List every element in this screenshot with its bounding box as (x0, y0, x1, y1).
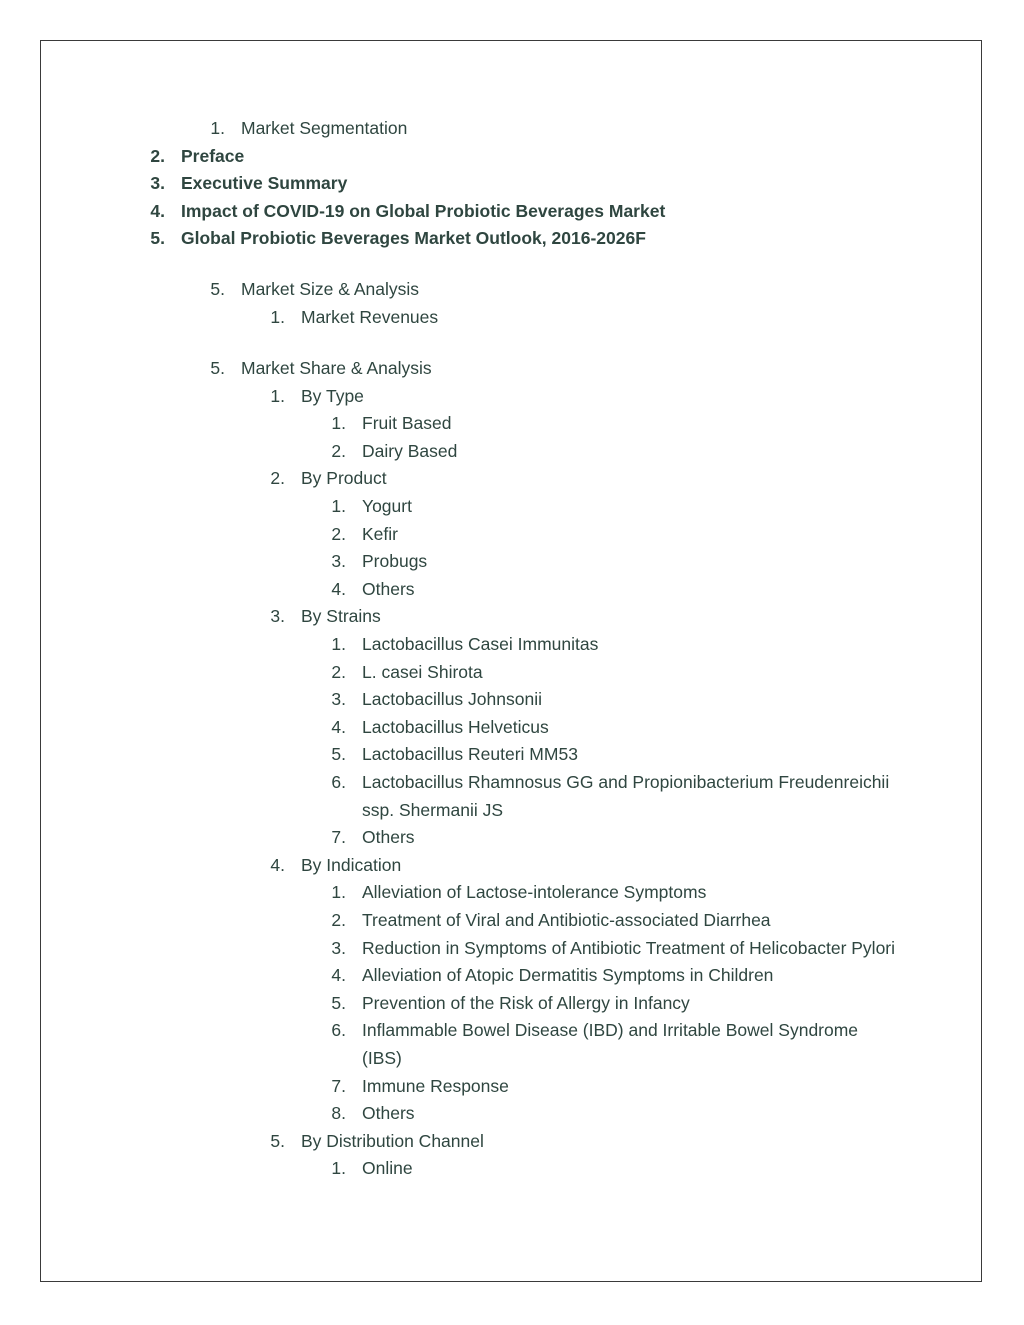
toc-entry-text: Lactobacillus Casei Immunitas (362, 634, 599, 654)
toc-entry-number: 5. (150, 228, 165, 248)
toc-entry-text: Yogurt (362, 496, 412, 516)
toc-entry-number: 7. (331, 1076, 346, 1096)
toc-entry-text: Dairy Based (362, 441, 458, 461)
toc-entry-number: 3. (331, 689, 346, 709)
toc-entry-text: By Product (301, 468, 387, 488)
toc-entry-text: Market Revenues (301, 307, 439, 327)
toc-entry-number: 2. (150, 146, 165, 166)
toc-entry-text: By Indication (301, 855, 402, 875)
toc-entry-text: Probugs (362, 551, 428, 571)
toc-entry-text: Others (362, 827, 415, 847)
toc-entry-number: 5. (331, 744, 346, 764)
toc-entry-number: 2. (331, 910, 346, 930)
toc-entry-text: Reduction in Symptoms of Antibiotic Treatment of Helicobacter Pylori (362, 938, 896, 958)
toc-entry-text: By Distribution Channel (301, 1131, 484, 1151)
toc-entry-number: 1. (270, 386, 285, 406)
toc-entry-number: 2. (331, 441, 346, 461)
toc-entry-text: Immune Response (362, 1076, 509, 1096)
toc-entry-text: Lactobacillus Reuteri MM53 (362, 744, 578, 764)
toc-entry-number: 4. (331, 579, 346, 599)
toc-entry-text: Others (362, 579, 415, 599)
toc-entry-text: Lactobacillus Johnsonii (362, 689, 542, 709)
toc-entry-text: Impact of COVID-19 on Global Probiotic Beverages Market (181, 201, 666, 221)
toc-entry-text: Fruit Based (362, 413, 452, 433)
page-border (40, 40, 982, 1282)
toc-entry-text: Kefir (362, 524, 398, 544)
toc-entry-number: 3. (150, 173, 165, 193)
toc-entry-number: 6. (331, 772, 346, 792)
toc-entry-number: 5. (331, 993, 346, 1013)
toc-entry-text: Alleviation of Atopic Dermatitis Symptoms in Children (362, 965, 774, 985)
toc-entry-text: Online (362, 1158, 413, 1178)
toc-entry-number: 5. (270, 1131, 285, 1151)
toc-entry-number: 4. (331, 965, 346, 985)
toc-entry-number: 5. (210, 279, 225, 299)
toc-entry-text: Preface (181, 146, 245, 166)
toc-entry-text: Global Probiotic Beverages Market Outlook, 2016-2026F (181, 228, 646, 248)
toc-entry-text: Treatment of Viral and Antibiotic-associated Diarrhea (362, 910, 771, 930)
toc-entry-number: 4. (150, 201, 165, 221)
toc-entry-text: Executive Summary (181, 173, 348, 193)
toc-entry-number: 1. (331, 1158, 346, 1178)
toc-entry-number: 4. (331, 717, 346, 737)
toc-entry-number: 7. (331, 827, 346, 847)
toc-entry-number: 3. (331, 938, 346, 958)
toc-entry-number: 3. (270, 606, 285, 626)
toc-entry-number: 2. (331, 662, 346, 682)
toc-entry-number: 3. (331, 551, 346, 571)
toc-entry-text: Alleviation of Lactose-intolerance Symptoms (362, 882, 707, 902)
toc-entry-text: ssp. Shermanii JS (362, 800, 504, 820)
toc-entry-text: Market Size & Analysis (241, 279, 419, 299)
toc-entry-text: (IBS) (362, 1048, 402, 1068)
toc-entry-number: 2. (270, 468, 285, 488)
toc-entry-number: 1. (331, 634, 346, 654)
toc-entry-number: 4. (270, 855, 285, 875)
toc-entry-text: Market Segmentation (241, 118, 408, 138)
toc-entry-text: Others (362, 1103, 415, 1123)
toc-entry-number: 1. (210, 118, 225, 138)
toc-entry-text: L. casei Shirota (362, 662, 483, 682)
toc-entry-text: By Strains (301, 606, 381, 626)
toc-entry-number: 1. (331, 882, 346, 902)
toc-entry-text: Market Share & Analysis (241, 358, 432, 378)
toc-entry-number: 5. (210, 358, 225, 378)
toc-entry-number: 8. (331, 1103, 346, 1123)
toc-entry-text: Lactobacillus Rhamnosus GG and Propionibacterium Freudenreichii (362, 772, 890, 792)
toc-entry-number: 6. (331, 1020, 346, 1040)
toc-entry-number: 1. (270, 307, 285, 327)
toc-entry-text: Lactobacillus Helveticus (362, 717, 549, 737)
toc-entry-text: Inflammable Bowel Disease (IBD) and Irritable Bowel Syndrome (362, 1020, 859, 1040)
toc-entry-text: By Type (301, 386, 364, 406)
toc-entry-number: 1. (331, 413, 346, 433)
toc-entry-text: Prevention of the Risk of Allergy in Infancy (362, 993, 690, 1013)
toc-entry-number: 2. (331, 524, 346, 544)
toc-entry-number: 1. (331, 496, 346, 516)
